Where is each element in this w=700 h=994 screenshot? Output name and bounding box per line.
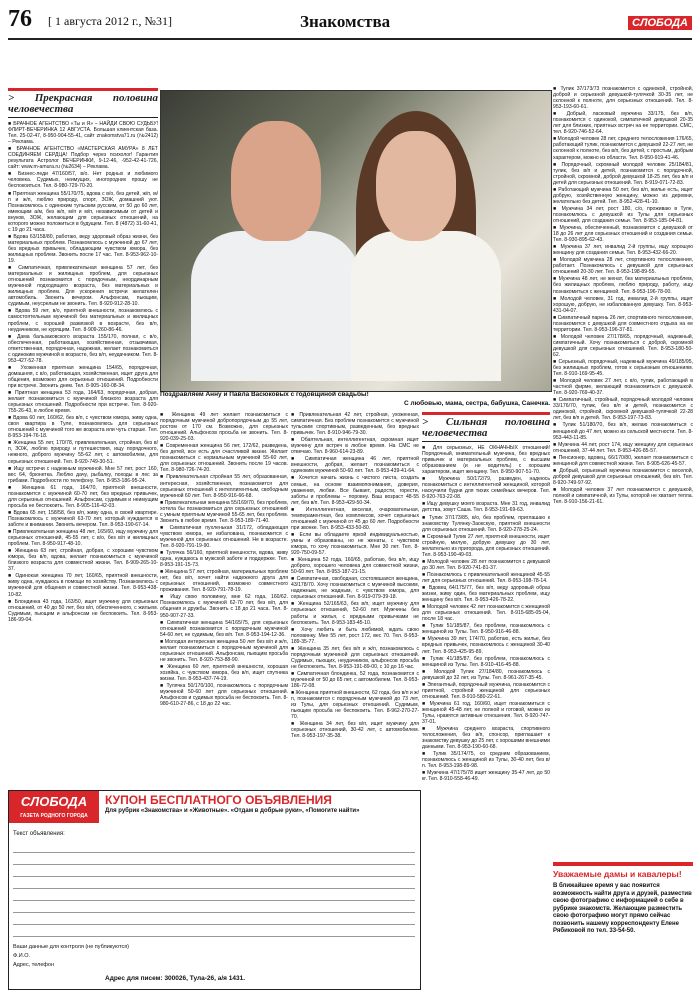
- personal-ad: ■ Блондинка 43 года, 163/50, ищет мужчину для серьезных отношений, от 40 до 50 лет, без в/п, обеспеченного, с жильем. Судимым, пьющим и альфонсам не беспокоить. Тел. 8-953-186-99-04.: [8, 598, 158, 623]
- section-title: Знакомства: [300, 12, 391, 31]
- coupon-subtitle: Для рубрик «Знакомства» и «Животные». «Отдам в добрые руки», «Помогите найти»: [105, 808, 360, 814]
- personal-ad: ■ Симпатичная блондинка, 52 года, познакомится с мужчиной от 50 до 65 лет, с автомобилем. Тел. 8-953-186-72-08.: [291, 670, 419, 690]
- personal-ad: ■ Если вы обладаете яркой индивидуальностью, умны и образованы, но не женаты, с чувством юмора, то хочу познакомиться. Мне 30 лет. Тел. 8-920-750-09-57.: [291, 531, 419, 557]
- personal-ad: ■ Женщина 63 лет, стройная, добрая, с хорошим чувством юмора, без в/п, вдова, желает познакомиться с мужчиной близкого возраста для совместной жизни. Тел. 8-909-265-10-37.: [8, 548, 158, 573]
- personal-ad: ■ Ухоженная приятная женщина 154/65, порядочная, домашняя, с в/о, работающая, хозяйственная, ищет друга для общения, возможно для серьезных отношений. Подробности при встрече. Звонить днем. Тел. 8-905-160-08-34.: [8, 364, 158, 389]
- personal-ad: ■ Молодой человек 27 лет, с в/о, тулик, работающий в частной фирме, желающий познакомиться с девушкой. Тел. 8-920-769-40-37.: [553, 378, 693, 397]
- personal-ad: ■ Вдова 63/158/80, работаю, веду здоровый образ жизни, без материальных проблем. Познакомлюсь с мужчиной до 67 лет, без вредных привычек, обладающим чувством юмора, без жилищных проблем. Звонить после 17 час. Тел. 8-953-962-10-19.: [8, 233, 158, 265]
- personal-ad: ■ Женщина 55 лет, 170/78, привлекательная, стройная, без в/п, ЗОЖ, люблю природу и путешествия, ищу порядочного, нежного, доброго мужчину 55-62 лет, с автомобилем, для серьезных отношений. Тел. 8-920-749-30-51.: [8, 440, 158, 465]
- personal-ad: ■ Приятная женщина 53 года, 164/63, порядочная, добрая, желает познакомиться с мужчиной близкого возраста для серьезных отношений. Подробности при встрече. Тел. 8-920-755-26-43, в любое время.: [8, 390, 158, 415]
- women-section-heading: > Прекрасная половина человечества: [8, 88, 158, 118]
- ad-text-label: Текст объявления:: [13, 831, 65, 837]
- personal-ad: ■ Мужчина 44 лет, рост 174, ищу женщину для серьезных отношений, 37-44 лет. Тел. 8-953-426-85-57.: [553, 441, 693, 454]
- personal-ad: ■ Пенсионер, вдовец, 66/170/80, желает познакомиться с женщиной для совместной жизни. Тел. 8-905-626-45-57.: [553, 454, 693, 467]
- personal-ad: ■ Одинокая женщина 70 лет, 160/65, приятной внешности, живу одна, нуждаюсь в помощи по хозяйству. Познакомлюсь с мужчиной для общения и совместной жизни. Тел. 8-953-438-10-82.: [8, 573, 158, 598]
- personal-ad: ■ Молодая интересная женщина 50 лет без в/п и ж/п, желает познакомиться с порядочным мужчиной для серьезных отношений. Альфонсам, пьющим просьба не звонить. Тел. 8-920-753-88-90.: [160, 638, 288, 663]
- personal-ad: ■ Женщина 52 года, 160/65, работаю, без в/п, ищу доброго, хорошего человека для совместной жизни, 50-60 лет. Тел. 8-953-187-21-15.: [291, 557, 419, 576]
- personal-ad: ■ Мужчина 61 год, 160/60, ищет познакомиться с женщиной 45-48 лет, не полной и готовой, можно из Тулы, нравятся активные отношения. Тел. 8-920-747-37-01.: [422, 700, 550, 726]
- page-number: 76: [8, 6, 32, 32]
- personal-ad: ■ Симпатичная женщина 54/165/75, для серьезных отношений познакомится с порядочным мужчиной 54-60 лет, не судимым, без в/п. Тел. 8-953-194-12-36.: [160, 619, 288, 638]
- personal-ad: ■ Ищу встречи с надежным мужчиной. Мне 57 лет, рост 160, вес 64, брюнетка. Люблю дачу, рыбалку, походы в лес за грибами. Подробности по телефону. Тел. 8-953-186-95-24.: [8, 465, 158, 484]
- personal-ad: ■ Бизнес-леди 47/160/57, в/о. Нет родных и любимого человека. Судимых, неимущих, иногородних прошу не беспокоиться. Тел. 8-980-729-70-20.: [8, 171, 158, 190]
- personal-ad: ■ Вдова 65 лет, 158/58, без в/п, живу одна, в своей квартире. Познакомлюсь с мужчиной 63-70 лет, который нуждается в заботе и внимании. Звонить вечером. Тел. 8-953-190-67-14.: [8, 509, 158, 528]
- column-1: [8, 88, 158, 786]
- personal-ad: ■ Обаятельная, интеллигентная, скромная ищет мужчину для встреч в любое время. На СМС не отвечаю. Тел. 8-960-614-23-89.: [291, 437, 419, 456]
- personal-ad: ■ Мужчина 47/175/78 ищет женщину 35-47 лет, до 50 кг. Тел. 8-910-558-46-49.: [422, 770, 550, 783]
- personal-ad: ■ Мужчина 37 лет, инвалид 2-й группы, ищу хорошую женщину для создания семьи. Тел. 8-953-432-66-20.: [553, 244, 693, 257]
- personal-ad: ■ БРАЧНОЕ АГЕНТСТВО «МАСТЕРСКАЯ АМУРА» 8 ЛЕТ СОЕДИНЯЕМ СЕРДЦА! Подбор через психолог! Гарантия результата Астролог ВЕЧЕРИНКИ, 9-12-46, -952-42-41-726, сайт: www.m-amura.ru (№2634) – Реклама.: [8, 146, 158, 171]
- personal-ad: ■ Тулик 51/185/87, без проблем, познакомлюсь с женщиной из Тулы. Тел. 8-950-916-46-88.: [422, 623, 550, 636]
- page-header: [8, 4, 692, 40]
- coupon-logo-sub: ГАЗЕТА РОДНОГО ГОРОДА: [20, 813, 88, 819]
- personal-ad: ■ Вдова 60 лет, 160/62, без в/п, с чувством юмора, живу одна, своя квартира в Туле, познакомлюсь для серьезных отношений с мужчиной того же возраста или чуть старше. Тел. 8-953-194-76-18.: [8, 415, 158, 440]
- personal-ad: ■ Тулячка 50/170/100, познакомлюсь с порядочным мужчиной 50-60 лет для серьезных отношений. Альфонсов и судимых просьба не беспокоить. Тел. 8-980-610-27-86, с 18 до 22 час.: [160, 683, 288, 708]
- coupon-logo: [9, 791, 99, 823]
- personal-ad: ■ Тулик 41/185/87, без проблем, познакомлюсь с женщиной из Тулы. Тел. 8-910-416-45-88.: [422, 655, 550, 668]
- ads-list: [160, 412, 288, 707]
- personal-ad: ■ Женщина 49 лет желает познакомиться с порядочным мужчиной добропорядочным до 55 лет, ростом от 170 см. Возможно, для серьезных отношений. Альфонсов просьба не звонить. Тел. 8-920-039-25-03.: [160, 412, 288, 443]
- men-section-heading: > Сильная половина человечества: [422, 412, 550, 442]
- personal-ad: ■ Привлекательная женщина 55/169/70, без проблем, хотела бы познакомиться для серьезных отношений с умным приятным мужчиной 55-65 лет, без проблем. Звонить в любое время. Тел. 8-953-189-71-40.: [160, 499, 288, 524]
- photo-signature: С любовью, мама, сестра, бабушка, Санечка.: [404, 400, 550, 407]
- personal-ad: ■ Привлекательная стройная 55 лет, образованная, интересная, хозяйственная, познакомится для серьезных отношений с интеллигентным, свободным мужчиной 60 лет. Тел. 8-950-916-66-68.: [160, 474, 288, 499]
- personal-ad: ■ Серьезный, порядочный, надежный мужчина 49/185/95, без жилищных проблем, готов к серьезным отношениям. Тел. 8-910-169-95-45.: [553, 359, 693, 378]
- personal-ad: ■ Скромный Тулик 27 лет, приятной внешности, ищет стройную, милую, добрую девушку до 30 лет, желательно из пригорода, для серьезных отношений. Тел. 8-953-190-49-03.: [422, 533, 550, 558]
- personal-ad: ■ Мужчина 39 лет, 174/70, работаю, есть жилье, без вредных привычек, познакомлюсь с женщиной 30-40 лет. Тел. 8-953-425-95-89.: [422, 636, 550, 655]
- personal-ad: ■ Тулик 35/174/75, со средним образованием, познакомлюсь с женщиной из Тулы, 30-40 лет, без в/п. Тел. 8-953-198-89-98.: [422, 751, 550, 770]
- photo-notice: [553, 868, 693, 992]
- personal-ad: ■ Привлекательная женщина 48 лет, 165/60, ищу мужчину для серьезных отношений, 45-55 лет, с в/о, без в/п и жилищных проблем. Тел. 8-950-917-48-10.: [8, 529, 158, 548]
- personal-ad: ■ Вдовец 64/175/77, без в/п, веду здоровый образ жизни, живу один, без материальных проблем, ищу женщину без в/п. Тел. 8-953-426-78-22.: [422, 585, 550, 604]
- personal-ad: ■ Для серьезных, НЕ ОКНАЧНЫХ отношений! Порядочный, внимательный мужчина, без вредных привычек и материальных проблем, с высшим образованием (и не водитель) с хорошим характером, ищет женщину. Тел. 8-950-907-51-70.: [422, 445, 550, 476]
- personal-ad: ■ Мужчина 50/172/79, разведен, надеюсь познакомиться с интеллигентной женщиной, которой наскучили будни для тихих семейных вечеров. Тел. 8-920-763-22-08.: [422, 476, 550, 501]
- personal-ad: ■ Приятная женщина 55/170/75, вдова с в/о, без детей, ж/п, м/п и ж/п, люблю природу, спорт, ЗОЖ, домашний уют. Познакомлюсь с одиноким тульским русским, от 50 до 60 лет, имеющим а/м, без ж/п, м/п и м/п, независимым от детей и внуков, ЗОЖ, желающим для серьезных отношений, на которого можно положиться в будущем. Тел. 8 (4872) 31-60-41, с 19 до 21 часа.: [8, 190, 158, 233]
- ads-list: [422, 445, 550, 782]
- personal-ad: ■ Молодой человек 27/178/65, порядочный, надежный, симпатичный. Хочу познакомиться с доброй, скромной девушкой для серьезных отношений. Тел. 8-953-180-50-62.: [553, 333, 693, 358]
- groom-face: [231, 121, 321, 241]
- personal-ad: ■ Тулик 51/180/70, без в/п, желаю познакомиться с женщиной до 47 лет, можно из сельской местности. Тел. 8-953-443-11-85.: [553, 422, 693, 441]
- issue-date: [ 1 августа 2012 г., №31]: [48, 14, 172, 28]
- column-2: [160, 412, 288, 788]
- personal-ad: ■ Хочется начать жизнь с чистого листа, создать семью, на основе взаимопонимания, доверия, уважения, любви. Все бывает, радости, горести, заботы и проблемы – поровну. Ваш возраст 48-55 лет, без в/п. Тел. 8-953-429-50-34.: [291, 475, 419, 506]
- personal-ad: ■ Привлекательная 42 лет, стройная, ухоженная, симпатичная. Без проблем познакомится с мужчиной тульским спортивным, разведенным, без вредных привычек. Тел. 8-910-946-79-30.: [291, 412, 419, 437]
- personal-ad: ■ Симпатичная, свободная, состоявшаяся женщина, 43/178/70. Хочу познакомиться с мужчиной высоким, надежным, не жадным, с чувством юмора, для серьезных отношений. Тел. 8-919-079-39-18.: [291, 576, 419, 601]
- personal-ad: ■ Молодой человек, 31 год, инвалид 2-й группы, ищет хорошую, добрую, не избалованную девушку. Тел. 8-953-431-04-07.: [553, 295, 693, 314]
- personal-ad: ■ Вдова 59 лет, в/о, приятной внешности, познакомлюсь с самостоятельным мужчиной без материальных и жилищных проблем, с хорошей развязкой в возрасте, без в/п, неудачником, не курящим. Тел. 8-909-260-86-46.: [8, 308, 158, 333]
- personal-ad: ■ Тулик 37/173/85, в/о, без проблем, приглашаю к знакомству Тулянку-Заокскую, приятной внешности для серьезных отношений. Тел. 8-920-278-25-24.: [422, 514, 550, 533]
- personal-ad: ■ Порядочный, скромный молодой человек 25/184/81, тулик, без в/п и детей, познакомится с порядочной, стройной, скромной, доброй девушкой 18-25 лет, без в/п и детей для серьезных отношений. Тел. 8-919-071-72-83.: [553, 161, 693, 186]
- mailing-address: Адрес для писем: 300026, Тула-26, а/я 1431.: [105, 975, 246, 982]
- personal-ad: ■ Добрый, серьезный мужчина познакомится с веселой, доброй девушкой для серьезных отношений, без в/п. Тел. 8-920-749-97-92.: [553, 467, 693, 486]
- ads-list: [8, 121, 158, 623]
- personal-ad: ■ Женщина 35 лет, без в/п и ж/п, познакомлюсь с порядочным мужчиной для серьезных отношений. Судимых, пьющих, неудачников, альфонсов просьба не беспокоить. Тел. 8-953-191-89-00, с 10 до 16 час.: [291, 645, 419, 670]
- personal-ad: ■ Женщина 57 лет, стройная, материальных проблем нет, без в/п, хочет найти надежного друга для серьезных отношений, возможно совместного проживания. Тел. 8-920-791-78-19.: [160, 569, 288, 594]
- notice-divider: [553, 862, 693, 866]
- personal-ad: ■ Мужчина 48 лет, не женат, без материальных проблем, без жилищных проблем, люблю природу, работу, ищу познакомиться с женщиной. Тел. 8-953-196-78-00.: [553, 276, 693, 295]
- personal-ad: ■ Женщина 34 лет, без в/п, ищет мужчину для серьезных отношений, 30-42 лет, с автомобилем. Тел. 8-953-197-35-38.: [291, 721, 419, 740]
- contact-note: Ваши данные для контроля (не публикуются): [13, 944, 130, 950]
- personal-ad: ■ Женщина 61 года, 164/70, приятной внешности, познакомится с мужчиной 60-70 лет, без вредных привычек, для серьезных отношений. Альфонсам, судимым и неимущим просьба не беспокоить. Тел. 8-905-116-42-03.: [8, 484, 158, 509]
- personal-ad: ■ Женщина приятной внешности, 62 года, без в/п и ж/п, познакомится с порядочным мужчиной до 73 лет, из Тулы, для серьезных отношений. Судимым, пьющим просьба не беспокоить. Тел. 8-962-270-27-70.: [291, 690, 419, 721]
- personal-ad: ■ Мужчина 34 лет, рост 180, с/о, проживаю в Туле, познакомлюсь с девушкой из Тулы для серьезных отношений, для создания семьи. Тел. 8-953-185-04-81.: [553, 205, 693, 224]
- personal-ad: ■ Добрый, ласковый мужчина 33/175, без в/п, познакомится с одинокой, симпатичной девушкой 20-35 лет для близких, приятных встреч на ее территории. СМС, тел. 8-920-746-52-64.: [553, 111, 693, 136]
- notice-title: Уважаемые дамы и кавалеры!: [553, 869, 682, 879]
- personal-ad: ■ Работающий мужчина 50 лет, без в/п, жилье есть, ищет добрую, хозяйственную женщину, можно из деревни, желательно без детей. Тел. 8-952-428-41-10.: [553, 186, 693, 205]
- personal-ad: ■ Тулик 37/173/73 познакомится с одинокой, стройной, доброй и серьезной девушкой-тулячкой 30-35 лет, не склонной к полноте, для серьезных отношений. Тел. 8-953-193-60-61.: [553, 86, 693, 111]
- personal-ad: ■ Ищу девушку моего возраста. Мне 31 год, инвалид детства, зовут Саша. Тел. 8-953-191-69-63.: [422, 501, 550, 514]
- personal-ad: ■ Мужчина среднего возраста, спортивного телосложения, без в/п, спонсор, приглашает к знакомству девушку до 25 лет, с хорошими внешними данными. Тел. 8-953-190-60-68.: [422, 726, 550, 751]
- personal-ad: ■ Молодой человек 42 лет познакомится с женщиной для серьезных отношений. Тел. 8-915-685-05-04, после 18 час.: [422, 604, 550, 623]
- groom-shirt: [191, 231, 361, 381]
- ads-list: [291, 412, 419, 739]
- coupon-logo-text: СЛОБОДА: [20, 794, 88, 809]
- bride-face: [376, 131, 456, 241]
- personal-ad: ■ Элегантный, порядочный мужчина, познакомится с приятной, стройной женщиной для серьезных отношений. Тел. 8-910-580-22-61.: [422, 681, 550, 700]
- wedding-photo: [160, 90, 552, 392]
- personal-ad: ■ Молодой человек 28 лет познакомится с девушкой до 30 лет. Тел. 8-920-741-81-37.: [422, 558, 550, 571]
- ad-text-field[interactable]: [13, 841, 415, 941]
- coupon-title: КУПОН БЕСПЛАТНОГО ОБЪЯВЛЕНИЯ: [105, 793, 332, 807]
- coupon-contact-block: [13, 943, 129, 970]
- personal-ad: ■ Женщина 52/165/63, без в/п, ищет мужчину для серьезных отношений, 52-60 лет. Мужчины без работы и жилья, с вредными привычками не беспокоить. Тел. 8-953-183-45-10.: [291, 601, 419, 626]
- personal-ad: ■ Молодой Тулик 27/184/80, познакомлюсь с девушкой до 32 лет, из Тулы. Тел. 8-961-267-35-45.: [422, 668, 550, 681]
- personal-ad: ■ Молодой человек 28 лет, среднего телосложения 176/65, работающий тулик, познакомится с девушкой 22-27 лет, не склонной к полноте, без в/п, без детей, с простым, добрым характером, можно из области. Тел. 8-950-919-41-46.: [553, 136, 693, 161]
- ads-list: [553, 86, 693, 505]
- personal-ad: ■ Познакомлюсь с привлекательной женщиной 45-55 лет для серьезных отношений. Тел. 8-953-198-78-14.: [422, 571, 550, 584]
- photo-caption: Поздравляем Анну и Павла Васюковых с годовщиной свадьбы!: [160, 391, 369, 398]
- column-4: [422, 412, 550, 990]
- column-5: [553, 86, 693, 858]
- bride-dress: [351, 231, 501, 381]
- personal-ad: ■ Симпатичная пухленькая 31/172, обладающая чувством юмора, не избалована, познакомится с мужчиной для серьезных отношений. Не в возрасте. Тел. 8-920-791-19-90.: [160, 524, 288, 549]
- address-field-label: Адрес, телефон: [13, 962, 55, 968]
- personal-ad: ■ БРАЧНОЕ АГЕНТСТВО «Ты и Я» – НАЙДИ СВОЮ СУДЬБУ! ФЛИРТ-ВЕЧЕРИНКА 12 АВГУСТА. Большая клиентская база. Тел. 25-02-47, 8-950-904-55-41, сайт znakomstva71.ru (№2412) – Реклама.: [8, 121, 158, 146]
- personal-ad: ■ Тулячка 56/160, приятной внешности, вдова, живу одна, нуждаюсь в мужской заботе и поддержке. Тел. 8-953-191-15-73.: [160, 550, 288, 569]
- personal-ad: ■ Женщина 60 лет, приятной внешности, хорошая хозяйка, с чувством юмора, без в/п, ищет спутника жизни. Тел. 8-953-437-74-19.: [160, 663, 288, 682]
- personal-ad: ■ Молодой мужчина 28 лет, спортивного телосложения, работает. Познакомлюсь с девушкой для серьезных отношений 20-30 лет. Тел. 8-953-198-89-55.: [553, 257, 693, 276]
- personal-ad: ■ Симпатичная, привлекательная женщина 57 лет, без материальных и жилищных проблем, для серьезных отношений познакомится с порядочным, неординарным мужчиной подходящего возраста, без материальных и жилищных проблем. Для ускорения встречи желателен автомобиль. Звонить вечером. Альфонсам, пьющим, судимым, неусрелым не звонить. Тел. 8-920-912-28-10.: [8, 265, 158, 308]
- personal-ad: ■ Симпатичная женщина 46 лет, приятной внешности, добрая, желает познакомиться с одиноким мужчиной 50-60 лет. Тел. 8-953-439-41-64.: [291, 456, 419, 475]
- newspaper-logo: СЛОБОДА: [628, 16, 692, 30]
- personal-ad: ■ Хочу любить и быть любимой, ждать свою половинку. Мне 55 лет, рост 172, вес 70. Тел. 8-953-189-35-77.: [291, 626, 419, 645]
- personal-ad: ■ Мужчина, обеспеченный, познакомится с девушкой от 18 до 26 лет для серьезных отношений и создания семьи. Тел. 8-930-895-62-43.: [553, 225, 693, 244]
- notice-text: В ближайшее время у вас появится возможность найти друга и друзей, разместив свою фотографию с информацией о себе в рубрике знакомств. Желающие разместить свою фотографию могут прямо сейчас позвонить нашему корреспонденту Елене Рябиковой по тел. 33-54-50.: [553, 883, 692, 934]
- personal-ad: ■ Молодой человек 37 лет познакомится с девушкой, полной и симпатичной, из Тулы, которой не хватает тепла. Тел. 8-910-156-21-61.: [553, 486, 693, 506]
- personal-ad: ■ Интеллигентная, веселая, очаровательная, темпераментная, без комплексов, хочет серьезных отношений с мужчиной от 45 до 60 лет. Подробности при звонке. Тел. 8-953-433-50-80.: [291, 506, 419, 531]
- personal-ad: ■ Симпатичный, стройный, порядочный молодой человек 33/176/70, тулик, без в/п и детей, познакомится с одинокой, стройной, скромной девушкой-тулячкой 22-28 лет, без в/п и детей. Тел. 8-953-197-73-83.: [553, 397, 693, 422]
- personal-ad: ■ Дама бальзаковского возраста 155/170, полная, с в/о, обеспеченная, работающая, хозяйственная, отзывчивая, ответственная, порядочная, надежная, желает познакомиться с одиноким мужчиной в возрасте, без в/п, неудачником. Тел. 8-953-427-52-78.: [8, 333, 158, 364]
- personal-ad: ■ Ищу свою половинку, мне 62 года, 160/62. Познакомлюсь с мужчиной 62-70 лет, без в/п, для общения и дружбы. Звонить с 18 до 21 часа. Тел. 8-950-907-27-33.: [160, 594, 288, 619]
- name-field-label: Ф.И.О.: [13, 953, 30, 959]
- personal-ad: ■ Современная женщина 56 лет, 172/62, разведена, без детей, все есть для счастливой жизни. Желает познакомиться с нормальным мужчиной 55-60 лет, для серьезных отношений. Звонить после 19 часов. Тел. 8-980-726-74-20.: [160, 443, 288, 474]
- personal-ad: ■ Симпатичный парень 26 лет, спортивного телосложения, познакомится с девушкой для совместного отдыха на ее территории. Тел. 8-953-196-37-81.: [553, 314, 693, 333]
- free-ad-coupon: [8, 790, 421, 990]
